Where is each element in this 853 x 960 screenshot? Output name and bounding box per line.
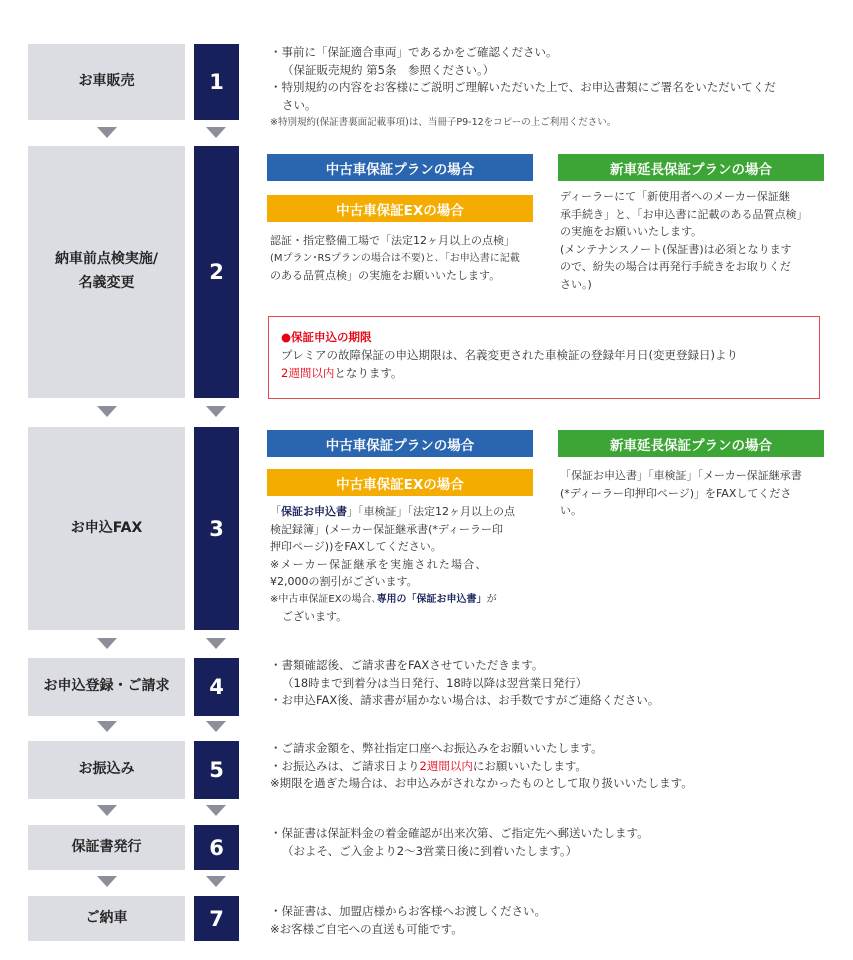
step-6-label: 保証書発行 [28,825,185,870]
step-6-number: 6 [194,825,239,870]
arrow-down-icon [206,721,226,732]
step-2-label: 納車前点検実施/ 名義変更 [28,146,185,398]
step-5-number: 5 [194,741,239,799]
used-car-plan-badge: 中古車保証プランの場合 [267,430,533,457]
step-4-number: 4 [194,658,239,716]
arrow-down-icon [97,638,117,649]
used-car-plan-badge: 中古車保証プランの場合 [267,154,533,181]
step-2-number: 2 [194,146,239,398]
arrow-down-icon [206,638,226,649]
arrow-down-icon [97,876,117,887]
arrow-down-icon [206,406,226,417]
step-7-text: ・保証書は、加盟店様からお客様へお渡しください。 ※お客様ご自宅への直送も可能です。 [270,904,546,936]
step-7-number: 7 [194,896,239,941]
step-4-text: ・書類確認後、ご請求書をFAXさせていただきます。 （18時まで到着分は当日発行、18時以降は翌営業日発行） ・お申込FAX後、請求書が届かない場合は、お手数ですがご連絡ください。 [270,658,660,707]
arrow-down-icon [206,876,226,887]
step-3-label: お申込FAX [28,427,185,630]
used-car-ex-badge: 中古車保証EXの場合 [267,195,533,222]
used-car-ex-badge: 中古車保証EXの場合 [267,469,533,496]
step-3-used-text: 「保証お申込書」「車検証」「法定12ヶ月以上の点 検記録簿」(メーカー保証継承書(*ディーラー印 押印ページ))をFAXしてください。 ※メーカー保証継承を実施された場合、 ¥2,000の割引がございます。 ※中古車保証EXの場合､専用の「保証お申込書」が ございます。 [270,505,515,623]
step-1-text: ・事前に「保証適合車両」であるかをご確認ください。 （保証販売規約 第5条 参照ください。） ・特別規約の内容をお客様にご説明ご理解いただいた上で、お申込書類にご署名をいただいてくだ さい。 ※特別規約(保証書裏面記載事項)は、当冊子P9-12をコピーの上ご利用ください。 [270,44,840,132]
arrow-down-icon [97,805,117,816]
arrow-down-icon [206,805,226,816]
step-5-label: お振込み [28,741,185,799]
step-7-label: ご納車 [28,896,185,941]
step-1-number: 1 [194,44,239,120]
new-car-ext-plan-badge: 新車延長保証プランの場合 [558,154,824,181]
arrow-down-icon [97,721,117,732]
arrow-down-icon [97,406,117,417]
step-2-new-text: ディーラーにて「新使用者へのメーカー保証継 承手続き」と､「お申込書に記載のある品質点検」 の実施をお願いいたします。 (メンテナンスノート(保証書)は必須となります ので、紛失の場合は再発行手続きをお取りくだ さい。) [560,190,808,291]
arrow-down-icon [206,127,226,138]
step-3-new-text: 「保証お申込書」「車検証」「メーカー保証継承書 (*ディーラー印押印ページ)」をFAXしてくださ い。 [560,469,802,517]
step-2-used-text: 認証・指定整備工場で「法定12ヶ月以上の点検」 (Mプラン･RSプランの場合は不要)と､「お申込書に記載 のある品質点検」の実施をお願いいたします。 [270,234,520,282]
step-3-number: 3 [194,427,239,630]
arrow-down-icon [97,127,117,138]
step-5-text: ・ご請求金額を、弊社指定口座へお振込みをお願いいたします。 ・お振込みは、ご請求日より2週間以内にお願いいたします。 ※期限を過ぎた場合は、お申込みがされなかったものとして取り扱いいたします。 [270,741,693,790]
application-deadline-notice: ●保証申込の期限 プレミアの故障保証の申込期限は、名義変更された車検証の登録年月日(変更登録日)より 2週間以内となります。 [268,316,820,399]
step-1-note: ※特別規約(保証書裏面記載事項)は、当冊子P9-12をコピーの上ご利用ください。 [270,117,617,128]
new-car-ext-plan-badge: 新車延長保証プランの場合 [558,430,824,457]
step-4-label: お申込登録・ご請求 [28,658,185,716]
step-1-label: お車販売 [28,44,185,120]
step-6-text: ・保証書は保証料金の着金確認が出来次第、ご指定先へ郵送いたします。 （およそ、ご入金より2～3営業日後に到着いたします。） [270,826,649,858]
